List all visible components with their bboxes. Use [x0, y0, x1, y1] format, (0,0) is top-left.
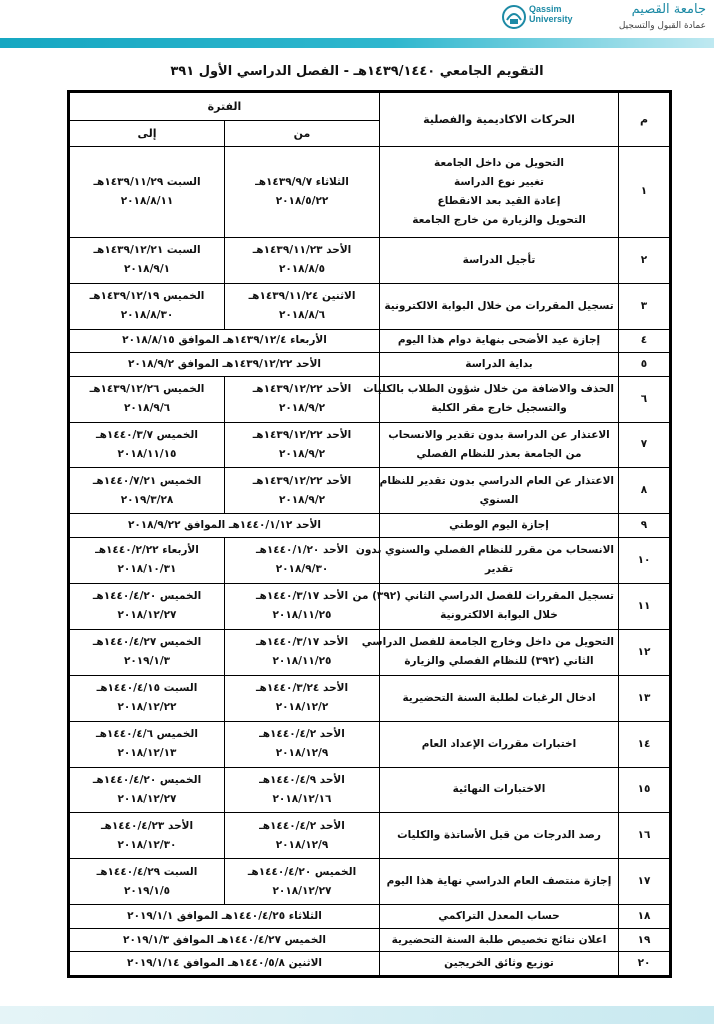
date-line: الخميس ١٤٤٠/٣/٧هـ — [96, 428, 198, 441]
row-activity — [380, 928, 619, 952]
row-number: ٤ — [619, 329, 670, 353]
table-row — [70, 376, 670, 422]
logo-english-text: Qassim University — [529, 4, 573, 24]
date-line: ٢٠١٨/١٢/٢٧ — [117, 609, 177, 622]
date-line: ٢٠١٨/٩/٢ — [278, 402, 326, 415]
activity-line: تغيير نوع الدراسة — [454, 175, 544, 188]
date-line: الأربعاء ١٤٤٠/٢/٢٢هـ — [95, 544, 199, 557]
footer-band — [0, 1006, 714, 1024]
activity-line: اختبارات مقررات الإعداد العام — [421, 737, 577, 750]
row-number: ١٤ — [619, 721, 670, 767]
row-date-to — [70, 675, 225, 721]
row-date-from — [225, 721, 380, 767]
row-number: ١ — [619, 147, 670, 238]
row-date-to — [70, 537, 225, 583]
row-date-to — [70, 583, 225, 629]
row-number: ١٥ — [619, 767, 670, 813]
date-line: السبت ١٤٤٠/٤/٢٩هـ — [96, 865, 198, 878]
activity-line: الاختبارات النهائية — [452, 783, 546, 796]
table-row — [70, 468, 670, 514]
row-activity — [380, 905, 619, 929]
date-line: الخميس ١٤٤٠/٤/٢٧هـ — [92, 636, 202, 649]
date-line: السبت ١٤٤٠/٤/١٥هـ — [96, 682, 198, 695]
row-date-to — [70, 422, 225, 468]
row-activity — [380, 329, 619, 353]
table-row — [70, 905, 670, 929]
calendar-table — [69, 92, 670, 976]
row-date-from — [225, 468, 380, 514]
date-line: ٢٠١٨/٥/٢٢ — [275, 194, 329, 207]
activity-line: إعادة القيد بعد الانقطاع — [437, 194, 561, 207]
date-line: ٢٠١٩/٣/٢٨ — [120, 493, 174, 506]
table-row — [70, 583, 670, 629]
date-line: الأحد ١٤٤٠/٣/١٧هـ — [255, 636, 349, 649]
activity-line: حساب المعدل التراكمي — [438, 910, 560, 923]
date-line: ٢٠١٩/١/٥ — [123, 884, 171, 897]
table-body — [70, 147, 670, 976]
row-single-date: الخميس ١٤٤٠/٤/٢٧هـ الموافق ٢٠١٩/١/٣ — [70, 928, 380, 952]
column-header-activity: الحركات الاكاديمية والفصلية — [380, 93, 619, 147]
row-date-from — [225, 813, 380, 859]
activity-line: خلال البوابة الالكترونية — [440, 609, 558, 622]
date-line: ٢٠١٨/٨/٣٠ — [120, 309, 174, 322]
activity-line: والتسجيل خارج مقر الكلية — [431, 402, 567, 415]
date-line: السبت ١٤٣٩/١١/٢٩هـ — [93, 175, 201, 188]
column-header-to: إلى — [70, 121, 225, 147]
row-activity — [380, 675, 619, 721]
activity-line: ادخال الرغبات لطلبة السنة التحضيرية — [402, 691, 596, 704]
activity-line: اعلان نتائج تخصيص طلبة السنة التحضيرية — [391, 933, 607, 946]
activity-line: التحويل من داخل الجامعة — [434, 156, 564, 169]
date-line: الأحد ١٤٤٠/٤/٢هـ — [259, 728, 345, 741]
date-line: الخميس ١٤٣٩/١٢/٢٦هـ — [89, 383, 205, 396]
row-number: ٧ — [619, 422, 670, 468]
row-activity — [380, 468, 619, 514]
date-line: ٢٠١٨/٩/٦ — [123, 402, 171, 415]
date-line: الأحد ١٤٤٠/٤/٢٣هـ — [100, 819, 194, 832]
table-row — [70, 422, 670, 468]
date-line: الأحد ١٤٤٠/١/٢٠هـ — [255, 544, 349, 557]
row-activity — [380, 422, 619, 468]
row-activity — [380, 237, 619, 283]
column-header-number: م — [619, 93, 670, 147]
row-single-date: الثلاثاء ١٤٤٠/٤/٢٥هـ الموافق ٢٠١٩/١/١ — [70, 905, 380, 929]
university-logo — [501, 2, 706, 36]
logo-arabic-text: جامعة القصيم — [631, 2, 706, 17]
row-activity — [380, 283, 619, 329]
activity-line: رصد الدرجات من قبل الأساتذة والكليات — [397, 829, 601, 842]
activity-line: إجازة منتصف العام الدراسي نهاية هذا اليوم — [386, 875, 612, 888]
row-date-to — [70, 468, 225, 514]
row-activity — [380, 859, 619, 905]
date-line: ٢٠١٨/١٢/١٣ — [117, 747, 177, 760]
activity-line: بداية الدراسة — [465, 357, 533, 370]
row-number: ٢٠ — [619, 952, 670, 976]
row-number: ١٢ — [619, 629, 670, 675]
row-number: ١٦ — [619, 813, 670, 859]
row-single-date: الأحد ١٤٣٩/١٢/٢٢هـ الموافق ٢٠١٨/٩/٢ — [70, 353, 380, 377]
date-line: الأحد ١٤٣٩/١٢/٢٢هـ — [252, 474, 352, 487]
date-line: ٢٠١٨/١٢/٢٢ — [117, 701, 177, 714]
row-number: ٣ — [619, 283, 670, 329]
table-row — [70, 928, 670, 952]
row-date-from — [225, 237, 380, 283]
column-header-period: الفترة — [70, 93, 380, 121]
table-row — [70, 721, 670, 767]
date-line: ٢٠١٨/٩/١ — [123, 263, 171, 276]
activity-line: الاعتذار عن الدراسة بدون تقدير والانسحاب — [388, 428, 610, 441]
page-header — [0, 0, 714, 50]
date-line: الأحد ١٤٤٠/٤/٩هـ — [259, 773, 345, 786]
row-number: ٢ — [619, 237, 670, 283]
date-line: الاثنين ١٤٣٩/١١/٢٤هـ — [248, 290, 356, 303]
date-line: ٢٠١٨/١٢/١٦ — [272, 792, 332, 805]
date-line: الخميس ١٤٣٩/١٢/١٩هـ — [89, 290, 205, 303]
date-line: ٢٠١٨/١٢/٣٠ — [117, 838, 177, 851]
row-activity — [380, 514, 619, 538]
row-date-to — [70, 237, 225, 283]
column-header-from: من — [225, 121, 380, 147]
date-line: ٢٠١٨/١٢/٩ — [275, 747, 329, 760]
row-date-to — [70, 629, 225, 675]
row-activity — [380, 952, 619, 976]
row-date-from — [225, 629, 380, 675]
row-date-from — [225, 376, 380, 422]
date-line: الخميس ١٤٤٠/٧/٢١هـ — [92, 474, 202, 487]
activity-line: توزيع وثائق الخريجين — [444, 957, 554, 970]
row-date-to — [70, 147, 225, 238]
date-line: الخميس ١٤٤٠/٤/٢٠هـ — [247, 865, 357, 878]
table-header-row — [70, 93, 670, 121]
activity-line: تسجيل المقررات للفصل الدراسي الثاني (٣٩٢) من — [352, 590, 614, 603]
row-activity — [380, 721, 619, 767]
date-line: الخميس ١٤٤٠/٤/٦هـ — [96, 728, 198, 741]
document-title: التقويم الجامعي ١٤٣٩/١٤٤٠هـ - الفصل الدراسي الأول ٣٩١ — [170, 64, 544, 79]
date-line: ٢٠١٨/١٢/٢ — [275, 701, 329, 714]
activity-line: من الجامعة بعذر للنظام الفصلي — [416, 447, 582, 460]
activity-line: تقدير — [484, 563, 514, 576]
row-single-date: الأحد ١٤٤٠/١/١٢هـ الموافق ٢٠١٨/٩/٢٢ — [70, 514, 380, 538]
row-number: ٦ — [619, 376, 670, 422]
date-line: الأحد ١٤٤٠/٣/٢٤هـ — [255, 682, 349, 695]
calendar-table-wrapper — [67, 90, 672, 978]
date-line: ٢٠١٨/١٢/٢٧ — [117, 792, 177, 805]
date-line: ٢٠١٨/١١/٢٥ — [272, 609, 332, 622]
row-number: ١٣ — [619, 675, 670, 721]
activity-line: تأجيل الدراسة — [462, 253, 536, 266]
row-date-from — [225, 422, 380, 468]
activity-line: الثاني (٣٩٢) للنظام الفصلي والزيارة — [404, 655, 594, 668]
row-activity — [380, 813, 619, 859]
table-row — [70, 353, 670, 377]
row-single-date: الاثنين ١٤٤٠/٥/٨هـ الموافق ٢٠١٩/١/١٤ — [70, 952, 380, 976]
date-line: ٢٠١٨/٩/٢ — [278, 447, 326, 460]
date-line: ٢٠١٨/٨/١١ — [120, 194, 174, 207]
date-line: ٢٠١٨/٨/٦ — [278, 309, 326, 322]
row-date-from — [225, 675, 380, 721]
row-date-to — [70, 813, 225, 859]
table-row — [70, 859, 670, 905]
table-row — [70, 329, 670, 353]
row-activity — [380, 353, 619, 377]
activity-line: السنوي — [479, 493, 519, 506]
row-date-to — [70, 859, 225, 905]
activity-line: الانسحاب من مقرر للنظام الفصلي والسنوي بدون — [355, 544, 614, 557]
table-row — [70, 952, 670, 976]
table-row — [70, 237, 670, 283]
row-date-to — [70, 721, 225, 767]
table-row — [70, 675, 670, 721]
date-line: الأحد ١٤٣٩/١٢/٢٢هـ — [252, 383, 352, 396]
activity-line: الاعتذار عن العام الدراسي بدون تقدير للنظام — [379, 474, 614, 487]
date-line: ٢٠١٨/١١/٢٥ — [272, 655, 332, 668]
date-line: الأحد ١٤٣٩/١١/٢٣هـ — [252, 244, 352, 257]
university-emblem-icon — [501, 4, 527, 30]
date-line: السبت ١٤٣٩/١٢/٢١هـ — [93, 244, 201, 257]
table-row — [70, 283, 670, 329]
logo-subtitle: عمادة القبول والتسجيل — [618, 21, 706, 31]
table-row — [70, 629, 670, 675]
date-line: الأحد ١٤٤٠/٣/١٧هـ — [255, 590, 349, 603]
date-line: ٢٠١٨/١٠/٣١ — [117, 563, 177, 576]
date-line: الثلاثاء ١٤٣٩/٩/٧هـ — [255, 175, 349, 188]
date-line: ٢٠١٩/١/٣ — [123, 655, 171, 668]
row-number: ٨ — [619, 468, 670, 514]
row-date-to — [70, 283, 225, 329]
row-activity — [380, 147, 619, 238]
date-line: ٢٠١٨/١٢/٩ — [275, 838, 329, 851]
row-number: ١٨ — [619, 905, 670, 929]
row-activity — [361, 629, 619, 675]
date-line: ٢٠١٨/١٢/٢٧ — [272, 884, 332, 897]
row-date-to — [70, 767, 225, 813]
date-line: الأحد ١٤٤٠/٤/٢هـ — [259, 819, 345, 832]
date-line: الخميس ١٤٤٠/٤/٢٠هـ — [92, 590, 202, 603]
row-number: ٥ — [619, 353, 670, 377]
row-activity — [355, 537, 619, 583]
date-line: ٢٠١٨/١١/١٥ — [117, 447, 177, 460]
date-line: الأحد ١٤٣٩/١٢/٢٢هـ — [252, 428, 352, 441]
row-single-date: الأربعاء ١٤٣٩/١٢/٤هـ الموافق ٢٠١٨/٨/١٥ — [70, 329, 380, 353]
row-activity — [363, 376, 619, 422]
activity-line: تسجيل المقررات من خلال البوابة الالكترونية — [384, 299, 614, 312]
header-band — [0, 38, 714, 48]
row-date-from — [225, 283, 380, 329]
activity-line: التحويل من داخل وخارج الجامعة للفصل الدراسي — [361, 636, 614, 649]
table-row — [70, 514, 670, 538]
table-row — [70, 537, 670, 583]
table-row — [70, 813, 670, 859]
activity-line: إجازة عيد الأضحى بنهاية دوام هذا اليوم — [397, 334, 601, 347]
row-activity — [380, 767, 619, 813]
date-line: ٢٠١٨/٨/٥ — [278, 263, 326, 276]
row-number: ٩ — [619, 514, 670, 538]
row-date-from — [225, 147, 380, 238]
table-row — [70, 147, 670, 238]
row-activity — [352, 583, 619, 629]
row-number: ١٩ — [619, 928, 670, 952]
row-date-from — [225, 859, 380, 905]
date-line: ٢٠١٨/٩/٣٠ — [275, 563, 329, 576]
table-row — [70, 767, 670, 813]
row-date-to — [70, 376, 225, 422]
activity-line: الحذف والاضافة من خلال شؤون الطلاب بالكليات — [363, 383, 614, 396]
date-line: ٢٠١٨/٩/٢ — [278, 493, 326, 506]
date-line: الخميس ١٤٤٠/٤/٢٠هـ — [92, 773, 202, 786]
row-number: ١٧ — [619, 859, 670, 905]
row-number: ١٠ — [619, 537, 670, 583]
row-date-from — [225, 767, 380, 813]
activity-line: التحويل والزيارة من خارج الجامعة — [412, 213, 586, 226]
row-number: ١١ — [619, 583, 670, 629]
activity-line: إجازة اليوم الوطني — [449, 519, 549, 532]
